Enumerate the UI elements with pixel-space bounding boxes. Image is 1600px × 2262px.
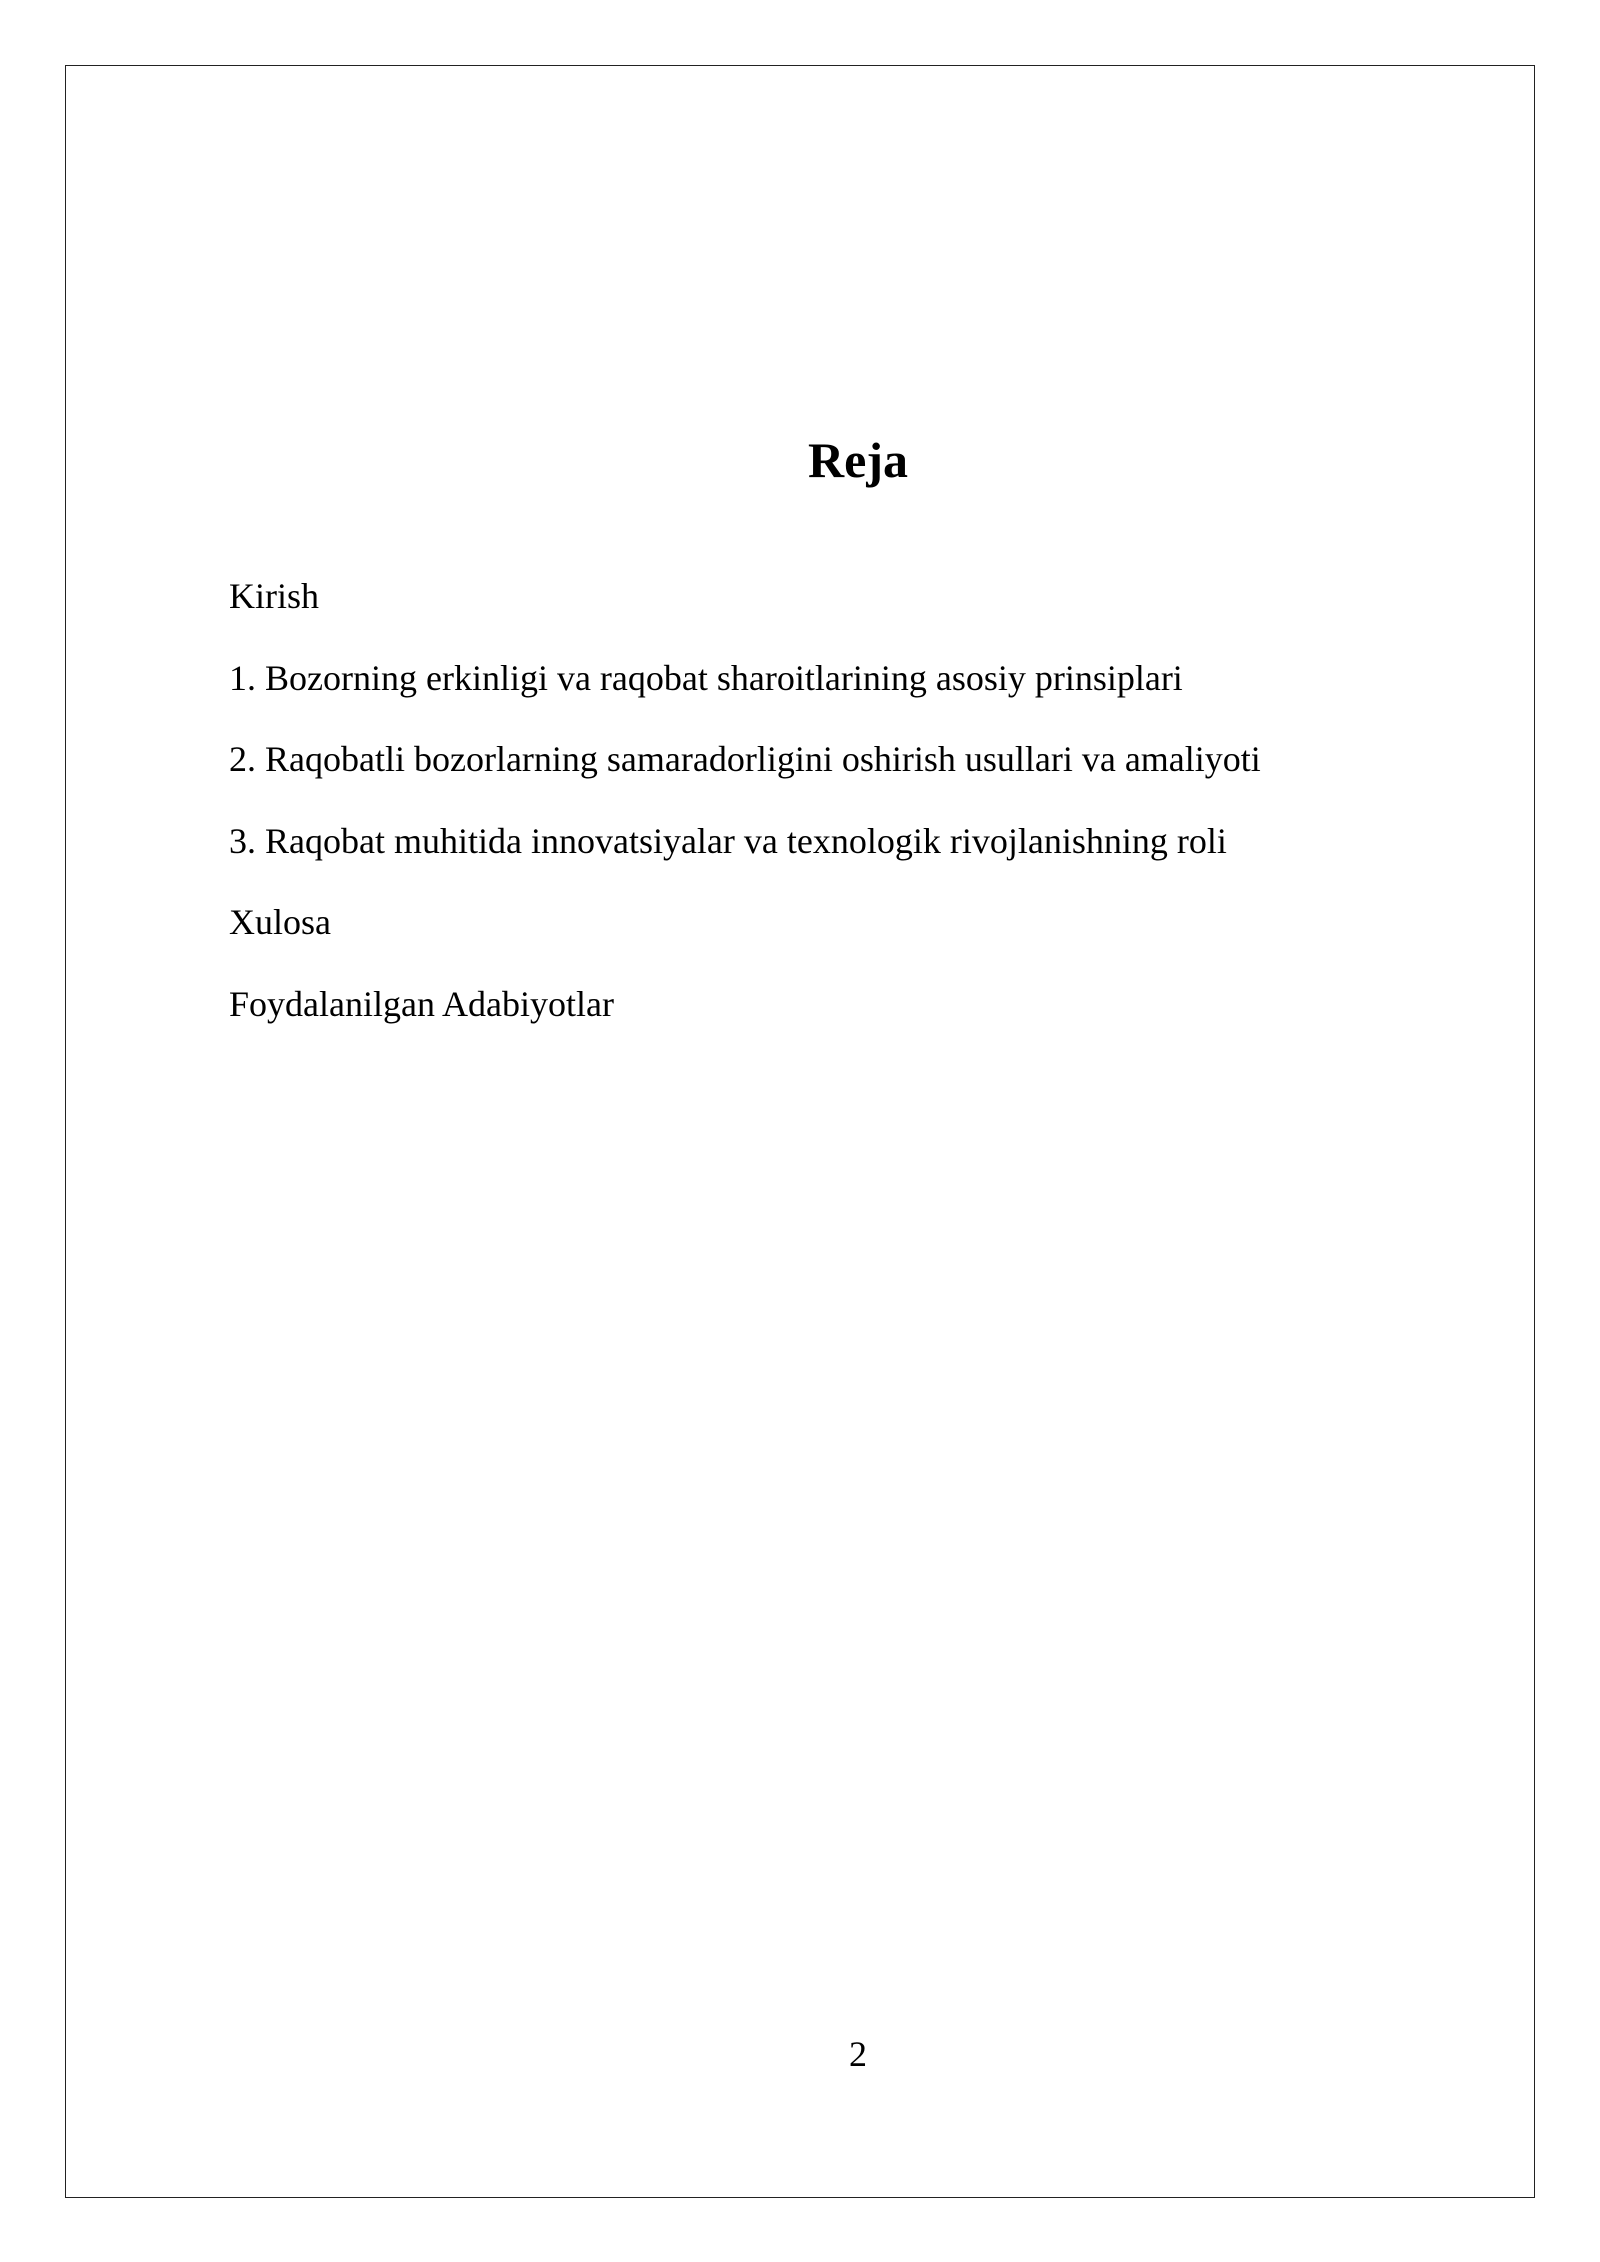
page-number: 2 [849, 2034, 867, 2074]
table-of-contents [229, 572, 1261, 1062]
toc-item-conclusion: Xulosa [229, 902, 331, 943]
toc-item-section-2: 2. Raqobatli bozorlarning samaradorligini oshirish usullari va amaliyoti [229, 739, 1261, 780]
page-border [65, 65, 1535, 2198]
toc-item-section-3: 3. Raqobat muhitida innovatsiyalar va texnologik rivojlanishning roli [229, 820, 1227, 861]
toc-item-introduction: Kirish [229, 576, 319, 616]
toc-item-section-1: 1. Bozorning erkinligi va raqobat sharoitlarining asosiy prinsiplari [229, 657, 1183, 698]
toc-item-references: Foydalanilgan Adabiyotlar [229, 983, 614, 1024]
page-title: Reja [808, 432, 908, 488]
